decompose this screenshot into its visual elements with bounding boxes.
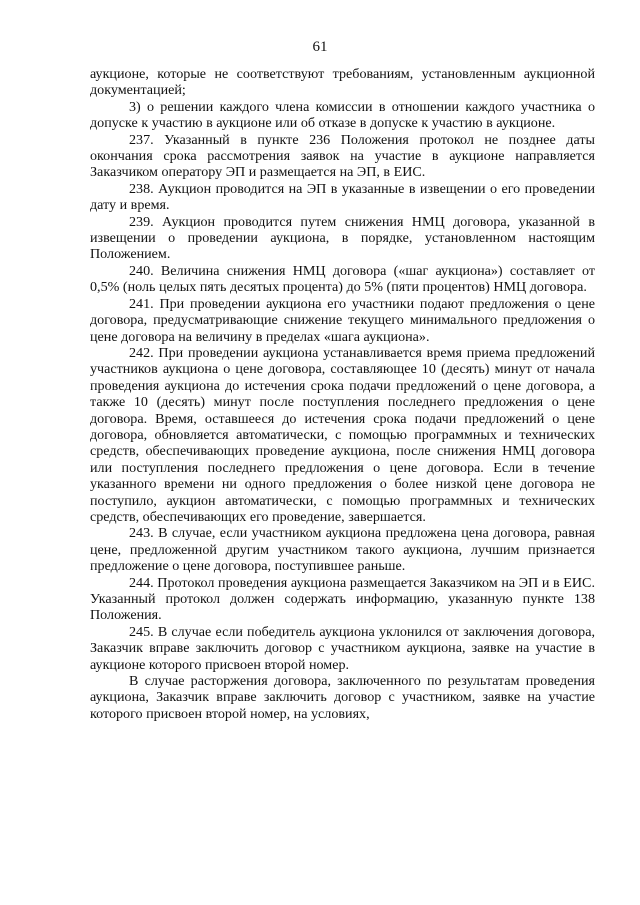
- paragraph-241: 241. При проведении аукциона его участники подают предложения о цене договора, предусматривающие снижение текущего минимального предложения о цене договора на величину в пределах «шага аукциона».: [90, 295, 595, 345]
- paragraph-242: 242. При проведении аукциона устанавливается время приема предложений участников аукциона о цене договора, составляющее 10 (десять) минут от начала проведения аукциона до истечения срока подачи предложений о цене договора, а также 10 (десять) минут после поступления последнего предложения о цене договора. Время, оставшееся до истечения срока подачи предложений о цене договора, обновляется автоматически, с помощью программных и технических средств, обеспечивающих проведение аукциона, после снижения НМЦ договора или поступления последнего предложения о цене договора. Если в течение указанного времени ни одного предложения о более низкой цене договора не поступило, аукцион автоматически, с помощью программных и технических средств, обеспечивающих его проведение, завершается.: [90, 344, 595, 525]
- paragraph-termination: В случае расторжения договора, заключенного по результатам проведения аукциона, Заказчик вправе заключить договор с участником, заявке на участие которого присвоен второй номер, на условиях,: [90, 673, 595, 722]
- paragraph-239: 239. Аукцион проводится путем снижения НМЦ договора, указанной в извещении о проведении аукциона, в порядке, установленном настоящим Положением.: [90, 213, 595, 263]
- paragraph-240: 240. Величина снижения НМЦ договора («шаг аукциона») составляет от 0,5% (ноль целых пять десятых процента) до 5% (пяти процентов) НМЦ договора.: [90, 262, 595, 296]
- paragraph-continuation: аукционе, которые не соответствуют требованиям, установленным аукционной документацией;: [90, 66, 595, 99]
- paragraph-item-3: 3) о решении каждого члена комиссии в отношении каждого участника о допуске к участию в аукционе или об отказе в допуске к участию в аукционе.: [90, 98, 595, 132]
- paragraph-245: 245. В случае если победитель аукциона уклонился от заключения договора, Заказчик вправе заключить договор с участником аукциона, заявке на участие в аукционе которого присвоен второй номер.: [90, 623, 595, 673]
- document-body: [90, 66, 595, 722]
- paragraph-244: 244. Протокол проведения аукциона размещается Заказчиком на ЭП и в ЕИС. Указанный протокол должен содержать информацию, указанную пункте 138 Положения.: [90, 574, 595, 624]
- page-number: 61: [312, 39, 328, 55]
- paragraph-237: 237. Указанный в пункте 236 Положения протокол не позднее даты окончания срока рассмотрения заявок на участие в аукционе направляется Заказчиком оператору ЭП и размещается на ЭП, в ЕИС.: [90, 131, 595, 181]
- paragraph-243: 243. В случае, если участником аукциона предложена цена договора, равная цене, предложенной другим участником такого аукциона, лучшим признается предложение о цене договора, поступившее раньше.: [90, 525, 595, 575]
- paragraph-238: 238. Аукцион проводится на ЭП в указанные в извещении о его проведении дату и время.: [90, 180, 595, 214]
